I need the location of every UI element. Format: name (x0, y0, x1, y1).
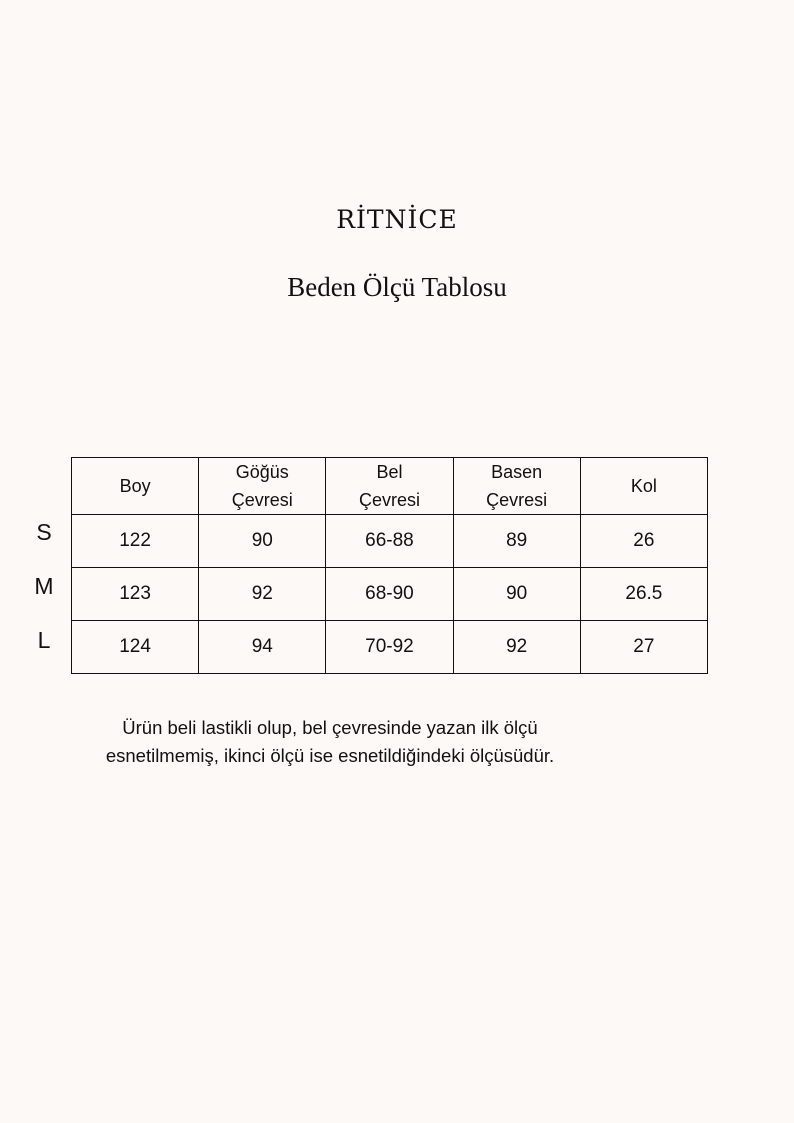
cell-boy: 123 (72, 568, 199, 621)
cell-bel: 66-88 (326, 515, 453, 568)
cell-bel: 70-92 (326, 621, 453, 674)
cell-kol: 27 (580, 621, 707, 674)
header-label: Çevresi (231, 490, 293, 510)
header-label: Bel (376, 462, 403, 482)
header-label: Basen (491, 462, 543, 482)
header-boy (72, 458, 199, 515)
table-row (72, 568, 708, 621)
header-label: Boy (119, 476, 151, 496)
table-row (72, 621, 708, 674)
cell-basen: 89 (453, 515, 580, 568)
header-basen-cevresi (453, 458, 580, 515)
header-label: Çevresi (358, 490, 420, 510)
brand-title: RİTNİCE (336, 205, 458, 234)
header-gogus-cevresi (199, 458, 326, 515)
cell-basen: 90 (453, 568, 580, 621)
size-label-m: M (34, 573, 54, 599)
header-bel-cevresi (326, 458, 453, 515)
header-label: Çevresi (486, 490, 548, 510)
header-label: Kol (630, 476, 657, 496)
size-label-l: L (37, 627, 51, 653)
cell-boy: 124 (72, 621, 199, 674)
note-line: Ürün beli lastikli olup, bel çevresinde yazan ilk ölçü (122, 717, 538, 738)
header-kol (580, 458, 707, 515)
table-header-row (72, 458, 708, 515)
cell-gogus: 92 (199, 568, 326, 621)
cell-basen: 92 (453, 621, 580, 674)
size-label-s: S (36, 519, 52, 545)
cell-boy: 122 (72, 515, 199, 568)
page-title: Beden Ölçü Tablosu (287, 272, 507, 302)
table-row (72, 515, 708, 568)
cell-kol: 26 (580, 515, 707, 568)
elastic-waist-note (60, 714, 600, 770)
size-chart-table (71, 457, 708, 674)
cell-gogus: 94 (199, 621, 326, 674)
cell-kol: 26.5 (580, 568, 707, 621)
note-line: esnetilmemiş, ikinci ölçü ise esnetildiğindeki ölçüsüdür. (105, 745, 555, 766)
cell-bel: 68-90 (326, 568, 453, 621)
cell-gogus: 90 (199, 515, 326, 568)
header-label: Göğüs (235, 462, 289, 482)
